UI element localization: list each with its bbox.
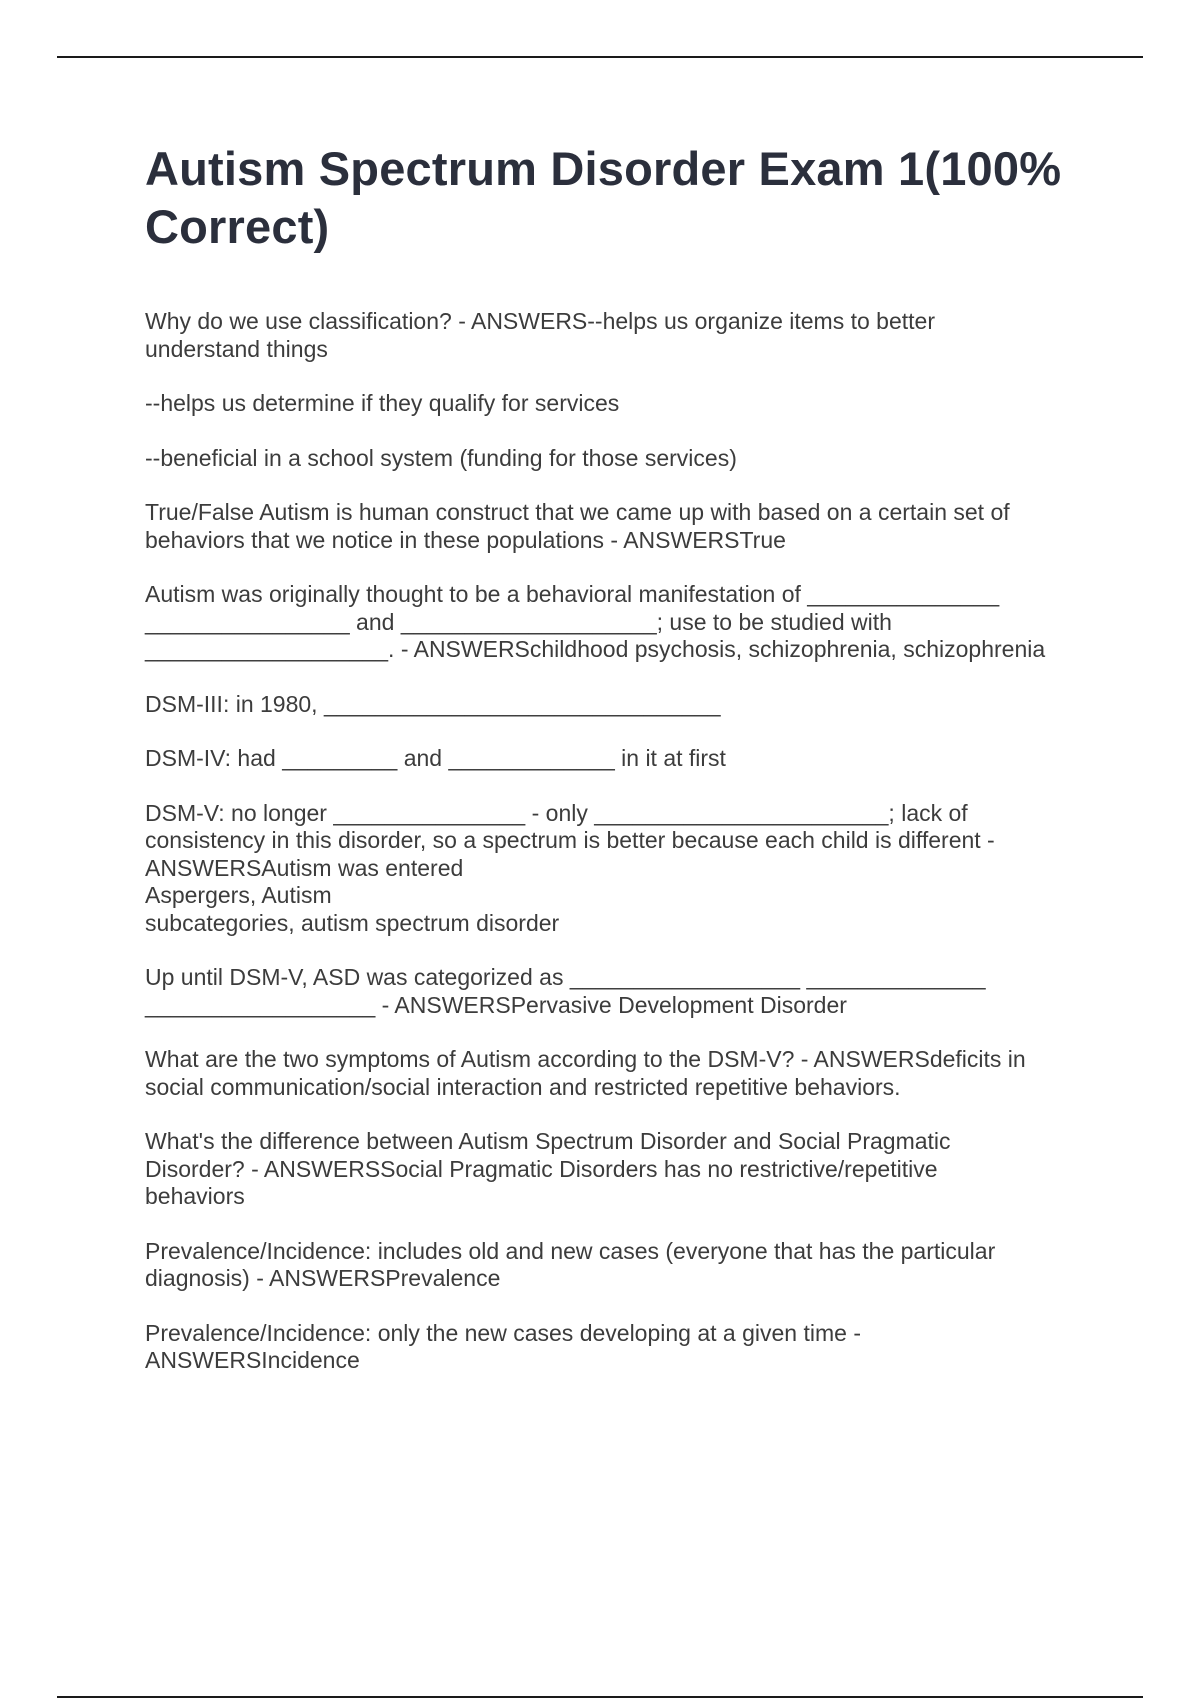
qa-paragraph: Autism was originally thought to be a behavioral manifestation of _______________ ________________ and ____________________; use to be studied with ___________________. - ANSWERSchildhood psychosis, schizophrenia, schizophrenia: [145, 581, 1046, 662]
qa-paragraph: What's the difference between Autism Spectrum Disorder and Social Pragmatic Disorder? - ANSWERSSocial Pragmatic Disorders has no restrictive/repetitive behaviors: [145, 1128, 951, 1209]
document-title: Autism Spectrum Disorder Exam 1(100% Correct): [145, 142, 1062, 253]
qa-paragraph: What are the two symptoms of Autism according to the DSM-V? - ANSWERSdeficits in social communication/social interaction and restricted repetitive behaviors.: [145, 1046, 1026, 1100]
qa-paragraph: True/False Autism is human construct that we came up with based on a certain set of behaviors that we notice in these populations - ANSWERSTrue: [145, 499, 1010, 553]
qa-paragraph: Prevalence/Incidence: only the new cases developing at a given time - ANSWERSIncidence: [145, 1319, 861, 1373]
qa-paragraph: Why do we use classification? - ANSWERS--helps us organize items to better understand things: [145, 308, 935, 362]
qa-paragraph: --beneficial in a school system (funding for those services): [145, 444, 737, 471]
footer-rule: [57, 1696, 1143, 1698]
qa-paragraph: DSM-III: in 1980, _______________________________: [145, 690, 721, 717]
qa-paragraph: --helps us determine if they qualify for services: [145, 390, 620, 416]
document-page: [145, 140, 1090, 1402]
qa-paragraph: DSM-V: no longer _______________ - only _______________________; lack of consistency in this disorder, so a spectrum is better because each child is different - ANSWERSAutism was entered Aspergers, Autism subcategories, autism spectrum disorder: [145, 799, 995, 936]
qa-paragraph: Prevalence/Incidence: includes old and new cases (everyone that has the particular diagnosis) - ANSWERSPrevalence: [145, 1237, 996, 1291]
qa-paragraph: Up until DSM-V, ASD was categorized as __________________ ______________ __________________ - ANSWERSPervasive Development Disorder: [145, 964, 986, 1018]
qa-paragraph: DSM-IV: had _________ and _____________ in it at first: [145, 745, 726, 771]
qa-list: [145, 308, 1090, 1375]
header-rule: [57, 56, 1143, 58]
